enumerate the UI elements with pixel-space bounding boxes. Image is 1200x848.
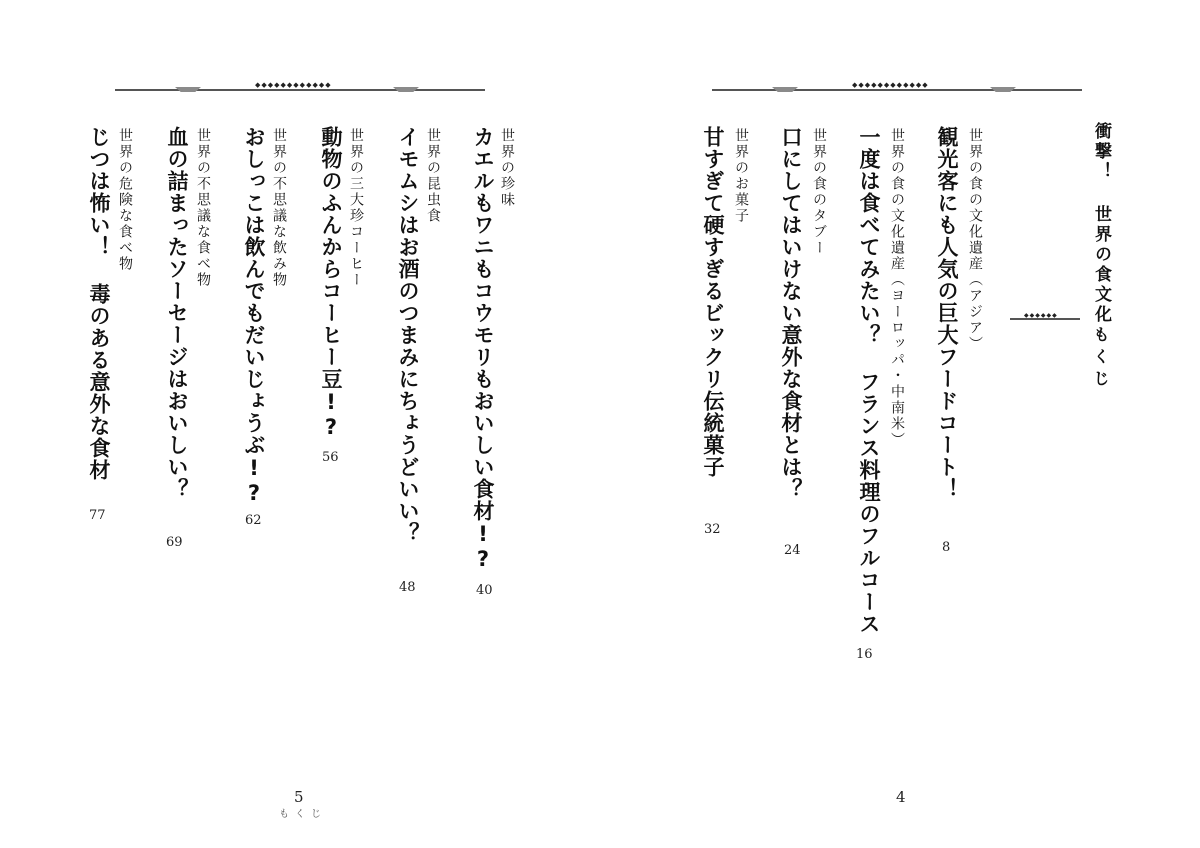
entry-page: 24 — [784, 543, 801, 558]
entry-category: 世界の昆虫食 — [425, 128, 441, 224]
entry-category: 世界の危険な食べ物 — [117, 128, 133, 272]
entry-title[interactable]: 甘すぎて硬すぎるビックリ伝統菓子 — [701, 126, 725, 478]
entry-page: 40 — [476, 583, 493, 598]
entry-category: 世界の不思議な食べ物 — [195, 128, 211, 288]
diamond-ornament-icon: ◆◆◆◆◆◆◆◆◆◆◆◆ — [852, 81, 929, 89]
entry-category: 世界の食の文化遺産（アジア） — [967, 128, 983, 352]
entry-title[interactable]: おしっこは飲んでもだいじょうぶ!? — [242, 126, 266, 506]
right-page — [600, 0, 1200, 848]
entry-page: 48 — [399, 580, 416, 595]
header-rule — [115, 81, 485, 96]
entry-category: 世界の珍味 — [499, 128, 515, 208]
entry-category: 世界の不思議な飲み物 — [271, 128, 287, 288]
entry-page: 69 — [166, 535, 183, 550]
entry-title[interactable]: 動物のふんからコーヒー豆!? — [319, 126, 343, 440]
entry-title[interactable]: 血の詰まったソーセージはおいしい？ — [165, 126, 189, 500]
entry-title[interactable]: じつは怖い！ 毒のある意外な食材 — [87, 126, 111, 481]
folio-label: もくじ — [279, 809, 327, 820]
toc-label: もくじ — [1091, 326, 1110, 392]
entry-page: 77 — [89, 508, 106, 523]
entry-page: 56 — [322, 450, 339, 465]
entry-category: 世界のお菓子 — [733, 128, 749, 224]
entry-title[interactable]: 一度は食べてみたい？ フランス料理のフルコース — [857, 126, 881, 635]
diamond-ornament-icon: ◆◆◆◆◆◆ — [1024, 312, 1058, 319]
entry-page: 62 — [245, 513, 262, 528]
entry-category: 世界の食の文化遺産（ヨーロッパ・中南米） — [889, 128, 905, 448]
diamond-ornament-icon: ◆◆◆◆◆◆◆◆◆◆◆◆ — [255, 81, 332, 89]
header-rule — [712, 81, 1082, 96]
entry-page: 8 — [942, 540, 951, 555]
entry-page: 32 — [704, 522, 721, 537]
entry-title[interactable]: 観光客にも人気の巨大フードコート！ — [935, 126, 959, 500]
entry-category: 世界の食のタブー — [811, 128, 827, 256]
entry-page: 16 — [856, 647, 873, 662]
entry-title[interactable]: 口にしてはいけない意外な食材とは？ — [779, 126, 803, 500]
entry-title[interactable]: イモムシはお酒のつまみにちょうどいい？ — [396, 126, 420, 544]
page-number: 4 — [896, 788, 906, 806]
entry-category: 世界の三大珍コーヒー — [348, 128, 364, 288]
entry-title[interactable]: カエルもワニもコウモリもおいしい食材!? — [471, 126, 495, 572]
book-title: 衝撃！ 世界の食文化 — [1091, 122, 1111, 325]
page-number: 5 — [294, 788, 304, 806]
